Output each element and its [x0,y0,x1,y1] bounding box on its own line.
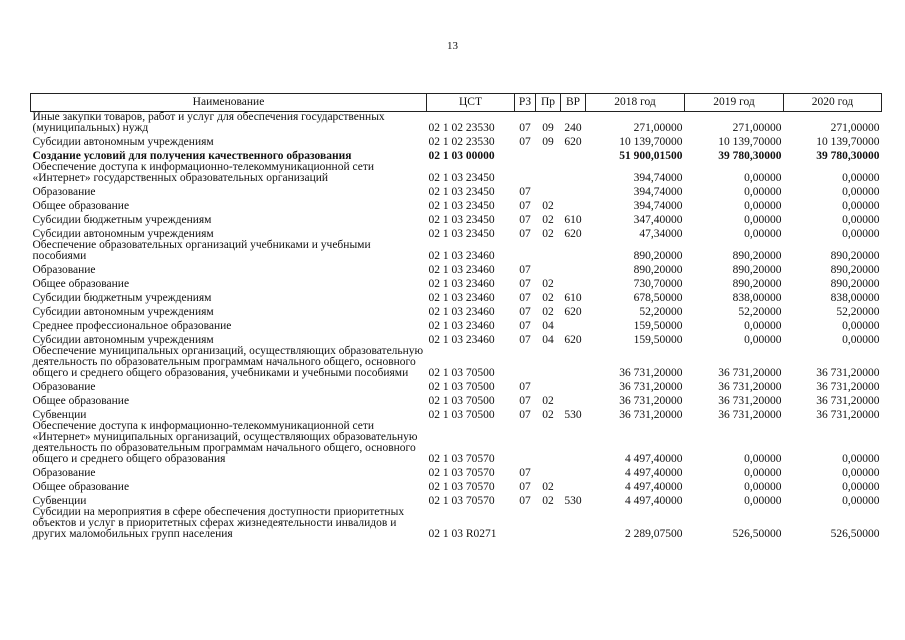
cell-name: Образование [32,467,96,479]
cell-2019: 39 780,30000 [718,150,782,162]
cell-name: Субсидии автономным учреждениям [32,334,214,346]
cell-vr [561,148,586,162]
cell-name: Общее образование [32,278,130,290]
cell-rz: 07 [519,481,531,493]
cell-pr [536,148,561,162]
cell-name: Общее образование [32,200,130,212]
cell-2019: 36 731,20000 [718,381,782,393]
cell-vr [561,276,586,290]
cell-vr [561,162,586,184]
cell-2018: 36 731,20000 [619,395,683,407]
cell-rz: 07 [519,334,531,346]
cell-name: Обеспечение образовательных организаций учебниками и учебными пособиями [32,239,371,262]
cell-rz [515,162,536,184]
cell-pr: 09 [542,136,554,148]
table-row [31,346,882,379]
cell-2020: 890,20000 [830,264,880,276]
cell-name: Субвенции [32,495,87,507]
table-row [31,421,882,465]
cell-name: Иные закупки товаров, работ и услуг для обеспечения государственных (муниципальных) нужд [32,111,385,134]
cell-cst: 02 1 03 70570 [428,495,495,507]
cell-pr [536,379,561,393]
cell-rz: 07 [519,122,531,134]
cell-vr [561,346,586,379]
cell-vr [561,318,586,332]
cell-2018: 52,20000 [639,306,683,318]
table-header [31,94,882,112]
cell-2019: 0,00000 [744,453,782,465]
cell-cst: 02 1 03 70570 [428,453,495,465]
cell-pr: 02 [542,278,554,290]
table-row [31,507,882,540]
cell-2019: 0,00000 [744,172,782,184]
cell-2019: 0,00000 [744,481,782,493]
table-row [31,148,882,162]
cell-2019: 52,20000 [738,306,782,318]
cell-2018: 2 289,07500 [625,528,683,540]
cell-2018: 890,20000 [633,264,683,276]
cell-2018: 4 497,40000 [625,495,683,507]
cell-pr: 02 [542,495,554,507]
cell-2018: 394,74000 [633,172,683,184]
cell-cst: 02 1 03 23450 [428,200,495,212]
cell-cst: 02 1 03 R0271 [428,528,497,540]
table-row [31,240,882,262]
cell-pr [536,465,561,479]
table-row [31,134,882,148]
cell-2018: 51 900,01500 [619,150,683,162]
cell-name: Образование [32,186,96,198]
cell-rz: 07 [519,320,531,332]
cell-pr: 02 [542,214,554,226]
cell-pr: 02 [542,228,554,240]
cell-2020: 0,00000 [842,453,880,465]
cell-name: Среднее профессиональное образование [32,320,232,332]
cell-cst: 02 1 03 23460 [428,292,495,304]
cell-2020: 890,20000 [830,250,880,262]
cell-rz: 07 [519,292,531,304]
cell-2018: 271,00000 [633,122,683,134]
cell-name: Обеспечение муниципальных организаций, осуществляющих образовательную деятельность по образовательным программам начального общего, основного общего и среднего общего образования, учебниками и учебными пособиями [32,345,424,379]
table-row [31,276,882,290]
cell-vr: 620 [564,136,582,148]
cell-rz: 07 [519,381,531,393]
table-row [31,112,882,135]
cell-2020: 0,00000 [842,320,880,332]
cell-2018: 36 731,20000 [619,409,683,421]
cell-2019: 526,50000 [732,528,782,540]
cell-rz: 07 [519,495,531,507]
cell-2018: 4 497,40000 [625,481,683,493]
cell-name: Субсидии автономным учреждениям [32,306,214,318]
cell-cst: 02 1 03 00000 [428,150,495,162]
cell-pr [536,421,561,465]
cell-cst: 02 1 03 70570 [428,481,495,493]
cell-2020: 39 780,30000 [816,150,880,162]
cell-vr: 620 [564,334,582,346]
cell-vr [561,421,586,465]
cell-2020: 0,00000 [842,481,880,493]
table-row [31,318,882,332]
cell-name: Субсидии автономным учреждениям [32,136,214,148]
cell-name: Создание условий для получения качественного образования [32,150,352,162]
cell-cst: 02 1 03 23450 [428,172,495,184]
cell-2018: 159,50000 [633,320,683,332]
cell-vr: 530 [564,409,582,421]
cell-2018: 730,70000 [633,278,683,290]
table-row [31,379,882,393]
cell-2020: 0,00000 [842,495,880,507]
cell-2020: 271,00000 [830,122,880,134]
cell-cst: 02 1 03 23450 [428,186,495,198]
cell-pr: 04 [542,334,554,346]
cell-cst: 02 1 03 23460 [428,250,495,262]
cell-cst: 02 1 03 70500 [428,409,495,421]
cell-2020: 36 731,20000 [816,381,880,393]
cell-cst: 02 1 02 23530 [428,122,495,134]
cell-pr: 02 [542,306,554,318]
cell-name: Обеспечение доступа к информационно-телекоммуникационной сети «Интернет» муниципальных организаций, осуществляющих образовательную деятельность по образовательным программам начального общего, основного общего и среднего общего образования [32,420,418,465]
cell-name: Субсидии бюджетным учреждениям [32,214,212,226]
cell-pr [536,240,561,262]
cell-2019: 890,20000 [732,264,782,276]
cell-2019: 0,00000 [744,214,782,226]
cell-pr [536,184,561,198]
cell-rz [515,421,536,465]
cell-pr: 04 [542,320,554,332]
header-2019: 2019 год [685,94,784,112]
cell-2020: 890,20000 [830,278,880,290]
table-row [31,162,882,184]
cell-2019: 0,00000 [744,334,782,346]
cell-cst: 02 1 03 23460 [428,306,495,318]
cell-vr [561,479,586,493]
header-pr: Пр [536,94,561,112]
cell-cst: 02 1 03 70500 [428,367,495,379]
table-row [31,332,882,346]
cell-2018: 10 139,70000 [619,136,683,148]
cell-rz: 07 [519,409,531,421]
cell-2018: 36 731,20000 [619,367,683,379]
cell-2019: 10 139,70000 [718,136,782,148]
cell-2020: 0,00000 [842,172,880,184]
cell-name: Субвенции [32,409,87,421]
header-2018: 2018 год [586,94,685,112]
cell-2019: 890,20000 [732,278,782,290]
cell-cst: 02 1 03 70570 [428,467,495,479]
cell-name: Субсидии на мероприятия в сфере обеспечения доступности приоритетных объектов и услуг в приоритетных сферах жизнедеятельности инвалидов и других маломобильных групп населения [32,506,405,540]
cell-2019: 36 731,20000 [718,409,782,421]
cell-rz [515,507,536,540]
cell-2018: 4 497,40000 [625,453,683,465]
cell-rz: 07 [519,264,531,276]
cell-name: Образование [32,264,96,276]
table-row [31,184,882,198]
cell-2018: 347,40000 [633,214,683,226]
table-row [31,226,882,240]
cell-cst: 02 1 03 23450 [428,228,495,240]
table-row [31,262,882,276]
header-vr: ВР [561,94,586,112]
cell-2018: 159,50000 [633,334,683,346]
cell-name: Общее образование [32,481,130,493]
table-row [31,290,882,304]
cell-2018: 678,50000 [633,292,683,304]
cell-2018: 47,34000 [639,228,683,240]
cell-pr [536,346,561,379]
cell-vr: 530 [564,495,582,507]
table-row [31,304,882,318]
cell-2020: 0,00000 [842,214,880,226]
cell-pr [536,262,561,276]
cell-2019: 0,00000 [744,200,782,212]
cell-vr [561,184,586,198]
cell-cst: 02 1 03 70500 [428,395,495,407]
cell-rz: 07 [519,136,531,148]
header-cst: ЦСТ [427,94,515,112]
table-row [31,407,882,421]
cell-pr: 02 [542,481,554,493]
cell-2020: 10 139,70000 [816,136,880,148]
cell-vr: 620 [564,306,582,318]
cell-2019: 0,00000 [744,320,782,332]
cell-2018: 4 497,40000 [625,467,683,479]
header-rz: РЗ [515,94,536,112]
cell-rz: 07 [519,228,531,240]
cell-2020: 0,00000 [842,467,880,479]
cell-2020: 36 731,20000 [816,367,880,379]
cell-rz [515,240,536,262]
cell-name: Общее образование [32,395,130,407]
cell-2020: 0,00000 [842,186,880,198]
cell-cst: 02 1 03 23460 [428,334,495,346]
cell-pr: 02 [542,292,554,304]
table-body [31,112,882,541]
cell-cst: 02 1 03 23460 [428,264,495,276]
cell-rz [515,148,536,162]
table-row [31,212,882,226]
cell-vr: 610 [564,214,582,226]
cell-2018: 394,74000 [633,186,683,198]
header-name: Наименование [31,94,427,112]
budget-table [30,93,882,540]
cell-2019: 838,00000 [732,292,782,304]
cell-vr [561,262,586,276]
cell-name: Обеспечение доступа к информационно-телекоммуникационной сети «Интернет» государственных образовательных организаций [32,161,375,184]
cell-2020: 52,20000 [836,306,880,318]
cell-2020: 36 731,20000 [816,409,880,421]
cell-vr: 610 [564,292,582,304]
cell-rz: 07 [519,395,531,407]
cell-cst: 02 1 03 70500 [428,381,495,393]
cell-vr [561,379,586,393]
cell-2018: 36 731,20000 [619,381,683,393]
cell-2019: 36 731,20000 [718,395,782,407]
cell-2019: 271,00000 [732,122,782,134]
cell-vr [561,198,586,212]
cell-rz: 07 [519,186,531,198]
table-row [31,479,882,493]
header-2020: 2020 год [784,94,882,112]
cell-2019: 0,00000 [744,228,782,240]
cell-vr [561,507,586,540]
cell-cst: 02 1 03 23450 [428,214,495,226]
cell-vr [561,465,586,479]
cell-2018: 890,20000 [633,250,683,262]
table-row [31,393,882,407]
cell-rz: 07 [519,278,531,290]
cell-2019: 0,00000 [744,186,782,198]
cell-pr: 02 [542,409,554,421]
cell-rz: 07 [519,200,531,212]
cell-rz [515,346,536,379]
cell-rz: 07 [519,467,531,479]
cell-rz: 07 [519,306,531,318]
table-row [31,493,882,507]
cell-cst: 02 1 03 23460 [428,278,495,290]
cell-2019: 36 731,20000 [718,367,782,379]
table-row [31,465,882,479]
cell-vr [561,393,586,407]
cell-pr: 09 [542,122,554,134]
cell-name: Субсидии бюджетным учреждениям [32,292,212,304]
cell-pr [536,162,561,184]
cell-pr: 02 [542,395,554,407]
cell-2020: 0,00000 [842,334,880,346]
cell-name: Образование [32,381,96,393]
cell-2020: 36 731,20000 [816,395,880,407]
cell-vr: 240 [564,122,582,134]
cell-rz: 07 [519,214,531,226]
cell-vr [561,240,586,262]
cell-cst: 02 1 02 23530 [428,136,495,148]
cell-2019: 0,00000 [744,495,782,507]
cell-2020: 0,00000 [842,200,880,212]
cell-pr [536,507,561,540]
cell-name: Субсидии автономным учреждениям [32,228,214,240]
cell-2019: 0,00000 [744,467,782,479]
cell-vr: 620 [564,228,582,240]
cell-2018: 394,74000 [633,200,683,212]
cell-2020: 838,00000 [830,292,880,304]
cell-2020: 0,00000 [842,228,880,240]
cell-pr: 02 [542,200,554,212]
cell-cst: 02 1 03 23460 [428,320,495,332]
cell-2020: 526,50000 [830,528,880,540]
page-number: 13 [447,40,458,52]
cell-2019: 890,20000 [732,250,782,262]
table-row [31,198,882,212]
